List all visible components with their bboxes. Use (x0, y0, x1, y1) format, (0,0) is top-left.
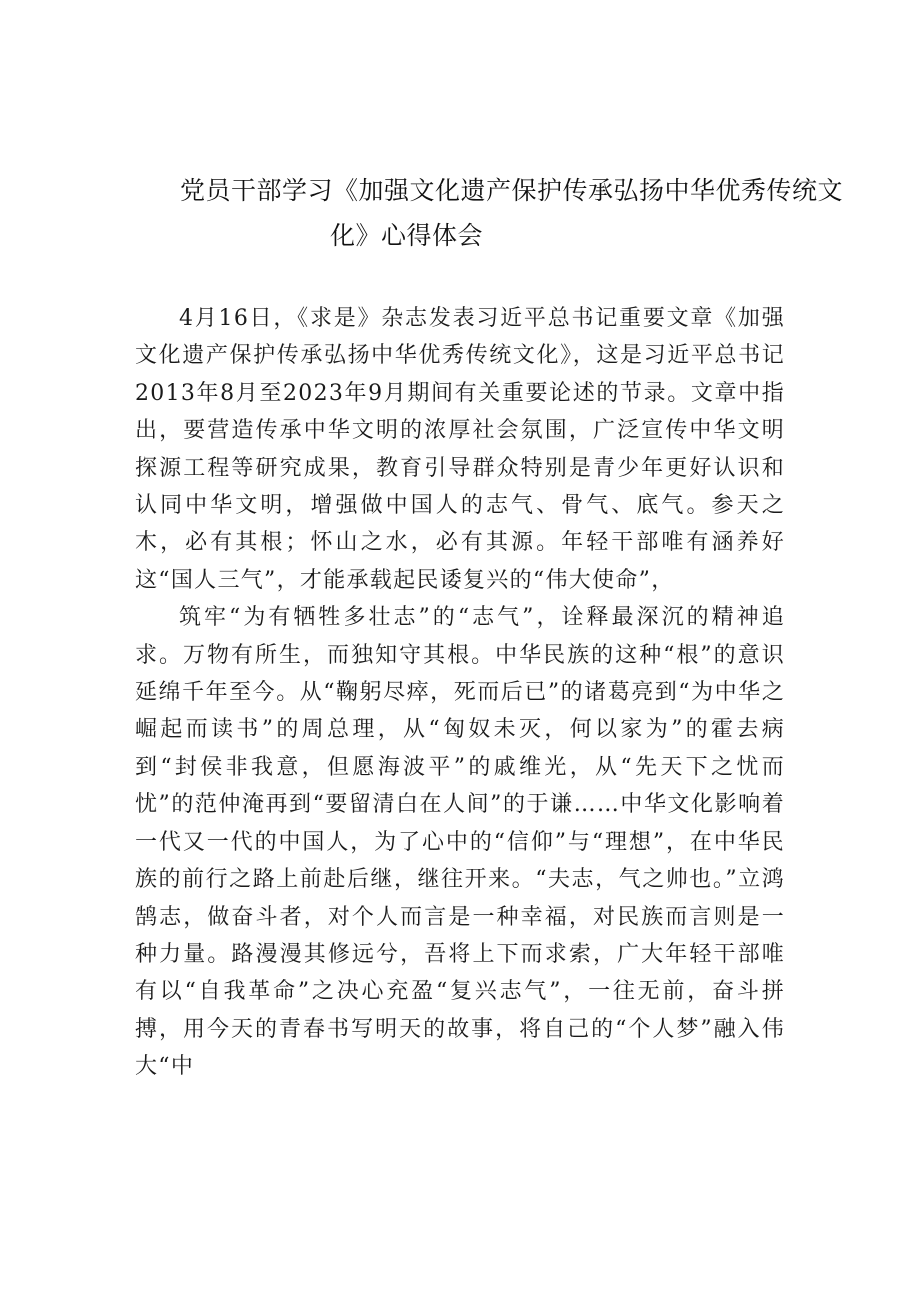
document-title (150, 168, 844, 258)
paragraph-2: 筑牢“为有牺牲多壮志”的“志气”，诠释最深沉的精神追求。万物有所生，而独知守其根。中华民族的这种“根”的意识延绵千年至今。从“鞠躬尽瘁，死而后已”的诸葛亮到“为中华之崛起而读书”的周总理，从“匈奴未灭，何以家为”的霍去病到“封侯非我意，但愿海波平”的戚维光，从“先天下之忧而忧”的范仲淹再到“要留清白在人间”的于谦……中华文化影响着一代又一代的中国人，为了心中的“信仰”与“理想”，在中华民族的前行之路上前赴后继，继往开来。“夫志，气之帅也。”立鸿鹄志，做奋斗者，对个人而言是一种幸福，对民族而言则是一种力量。路漫漫其修远兮，吾将上下而求索，广大年轻干部唯有以“自我革命”之决心充盈“复兴志气”，一往无前，奋斗拼搏，用今天的青春书写明天的故事，将自己的“个人梦”融入伟大“中 (135, 605, 785, 1080)
paragraph-1: 4月16日，《求是》杂志发表习近平总书记重要文章《加强文化遗产保护传承弘扬中华优秀传统文化》，这是习近平总书记2013年8月至2023年9月期间有关重要论述的节录。文章中指出，要营造传承中华文明的浓厚社会氛围，广泛宣传中华文明探源工程等研究成果，教育引导群众特别是青少年更好认识和认同中华文明，增强做中国人的志气、骨气、底气。参天之木，必有其根；怀山之水，必有其源。年轻干部唯有涵养好这“国人三气”，才能承载起民诿复兴的“伟大使命”， (135, 306, 785, 593)
title-line-2: 化》心得体会 (330, 221, 484, 250)
document-body (135, 300, 785, 1086)
title-line-1: 党员干部学习《加强文化遗产保护传承弘扬中华优秀传统文 (180, 176, 844, 205)
